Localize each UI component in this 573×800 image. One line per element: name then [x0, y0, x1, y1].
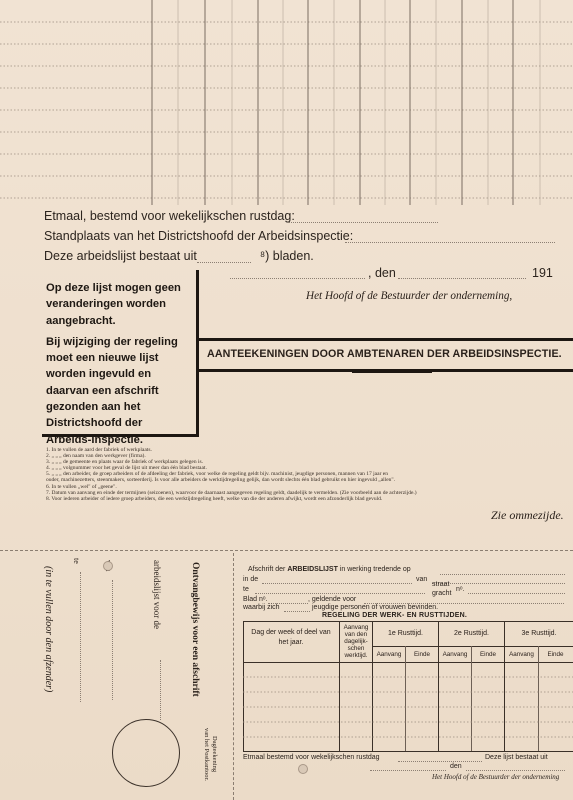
nr-label: nᵒ.: [456, 586, 465, 593]
afschrift-bold: ARBEIDSLIJST: [287, 566, 338, 573]
rustdag-label: Etmaal, bestemd voor wekelijkschen rustdag:: [44, 209, 295, 223]
einde-2-header: Einde: [479, 651, 497, 658]
punch-hole-top: [103, 561, 113, 571]
copy-signature-label: Het Hoofd of de Bestuurder der onderneming: [432, 773, 560, 781]
footnote-8: 8. Voor iederen arbeider of iedere groep arbeiders, die een werktijdregeling heeft, welke van die der anderen afwijkt, wordt een afzonderlijk blad gevuld.: [46, 495, 383, 502]
deze-lijst-label: Deze lijst bestaat uit: [485, 754, 548, 761]
afschrift-pre: Afschrift der: [248, 566, 286, 573]
table-bottom-rule: [243, 751, 573, 752]
in-de-field[interactable]: [262, 583, 412, 584]
footnote-3: 3. „ „ „ de gemeente en plaats waar de fabriek of werkplaats gelegen is.: [46, 459, 203, 466]
rusttijd-3-header: 3e Rusttijd.: [521, 630, 557, 637]
footnote-2: 2. „ „ „ den naam van den werkgever (firma).: [46, 453, 146, 460]
notice-para-2: Bij wijziging der regeling moet een nieuwe lijst worden ingevuld en daarvan een afschrift gezonden aan het Districtshoofd der Arbeids-Inspectie.: [46, 335, 178, 446]
in-de-label: in de: [243, 576, 259, 583]
te-field[interactable]: [255, 593, 425, 594]
etmaal-label: Etmaal bestemd voor wekelijkschen rustdag: [243, 754, 380, 761]
receipt-van-field[interactable]: [112, 580, 113, 700]
etmaal-field[interactable]: [398, 761, 482, 762]
receipt-te-field[interactable]: [80, 572, 81, 702]
jeugdige-label: jeugdige personen of vrouwen bevinden.: [312, 604, 439, 611]
den-label: , den: [368, 266, 396, 280]
regeling-heading: REGELING DER WERK- EN RUSTTIJDEN.: [322, 612, 468, 619]
receipt-te: te: [72, 558, 81, 564]
punch-hole-bottom: [298, 764, 308, 774]
footnotes: [46, 447, 571, 502]
notice-para-1: Op deze lijst mogen geen veranderingen worden aangebracht.: [46, 282, 181, 327]
footnote-5: 5. „ „ „ den arbeider, de groep arbeiders of de afdeeling der fabriek, voor welke de regeling geldt bijv. machinist, jeugdige personen, mannen van 17 jaar en: [46, 471, 388, 478]
footnote-6: 6. In te vullen „wel" of „geene".: [46, 483, 117, 490]
footnote-7: 7. Datum van aanvang en einde der termijnen (seizoenen), waarvoor de daarnaast aangegeven regeling geldt, daadelijk te vermelden. (Zie voorbeeld aan de achterzijde.): [46, 489, 417, 496]
rusttijd-1-header: 1e Rusttijd.: [387, 630, 424, 637]
einde-3-header: Einde: [547, 651, 564, 658]
receipt-arbeidslijst-field[interactable]: [160, 660, 161, 720]
standplaats-field[interactable]: [345, 242, 555, 243]
blad-label: Blad nᵒ.: [243, 596, 268, 603]
afschrift-line: [248, 566, 411, 573]
bladen-label: [44, 249, 314, 263]
place-field[interactable]: [230, 278, 365, 279]
table-body-dotted-rows: [243, 662, 573, 751]
aanteekeningen-heading: AANTEEKENINGEN DOOR AMBTENAREN DER ARBEIDSINSPECTIE.: [207, 348, 562, 360]
table-top-rule: [243, 621, 573, 622]
waarbij-field[interactable]: [284, 611, 310, 612]
zie-ommezijde: Zie ommezijde.: [491, 508, 564, 522]
table-subheader-rule: [372, 646, 573, 647]
waarbij-label: waarbij zich: [243, 604, 280, 611]
copy-den-label: den: [450, 763, 462, 770]
date-field[interactable]: [398, 278, 526, 279]
dotted-grid-table: [0, 0, 573, 205]
col-dag-header: Dag der week of deel van het jaar.: [251, 629, 331, 646]
te-label: te: [243, 586, 249, 593]
einde-1-header: Einde: [413, 651, 431, 658]
dagteekening-label: Dagteekening: [211, 736, 218, 773]
rustdag-field[interactable]: [288, 222, 438, 223]
rusttijd-2-header: 2e Rusttijd.: [453, 630, 490, 637]
nr-field[interactable]: [468, 593, 565, 594]
aanvang-2-header: Aanvang: [442, 651, 468, 658]
bladen-label-pre: Deze arbeidslijst bestaat uit: [44, 249, 197, 263]
tear-line: [233, 553, 234, 800]
copy-date-field[interactable]: [466, 770, 565, 771]
bladen-count-line: [197, 262, 251, 263]
afschrift-post: in werking tredende op: [339, 566, 411, 573]
col-aanvang-header: Aanvang van den dagelijk-schen werktijd.: [343, 624, 369, 659]
straat-label: straat: [432, 581, 450, 588]
postmark-circle: [112, 719, 180, 787]
receipt-arbeidslijst: arbeidslijst voor de: [152, 560, 162, 629]
postkantoor-label: van het Postkantoor.: [203, 728, 210, 781]
geldende-label: , geldende voor: [308, 596, 357, 603]
ontvangbewijs-text: Ontvangbewijs voor een afschrift: [190, 562, 200, 697]
footnote-1: 1. In te vullen de aard der fabriek of werkplaats.: [46, 447, 152, 453]
aanvang-3-header: Aanvang: [509, 651, 534, 658]
gracht-label: gracht: [432, 590, 452, 597]
notice-box: [42, 270, 199, 446]
van-label: van: [416, 576, 428, 583]
afschrift-date-field[interactable]: [440, 574, 565, 575]
ontvangbewijs-title: [190, 562, 200, 697]
aanvang-1-header: Aanvang: [376, 651, 402, 658]
fold-line: [0, 550, 573, 551]
footnote-4: 4. „ „ „ volgnummer voor het geval de lijst uit meer dan één blad bestaat.: [46, 465, 207, 472]
footnote-5b: ouder, machinezetters, steenmakers, sorteerderij. Is voor alle arbeiders de werktijdregeling gelijk, dan wordt slechts één blad gebruikt en hier ingevuld „allen".: [46, 477, 396, 484]
sender-note: (in te vullen door den afzender): [43, 566, 54, 693]
year-label: 191: [532, 266, 553, 280]
copy-place-field[interactable]: [370, 770, 446, 771]
van-field[interactable]: [432, 583, 565, 584]
signature-label: Het Hoofd of de Bestuurder der onderneming,: [306, 290, 513, 302]
bladen-label-post: ⁸) bladen.: [259, 249, 314, 263]
aanteekeningen-rule: [352, 372, 432, 373]
standplaats-label: Standplaats van het Districtshoofd der Arbeidsinspectie:: [44, 229, 354, 243]
